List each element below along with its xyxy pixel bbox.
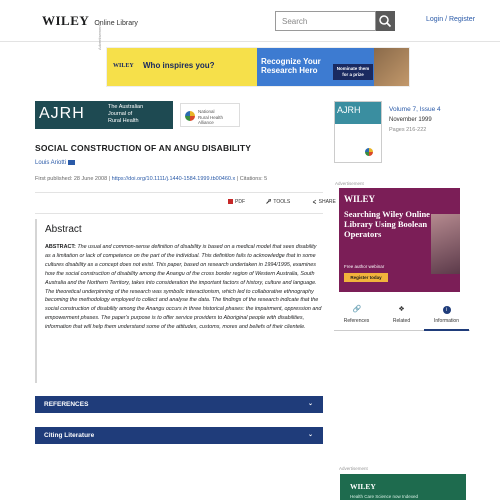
references-label: REFERENCES xyxy=(44,401,89,408)
share-icon xyxy=(312,199,317,204)
divider xyxy=(35,213,323,214)
info-tabs xyxy=(334,303,470,331)
author-name: Louis Ariotti xyxy=(35,160,67,167)
abstract-label: ABSTRACT: xyxy=(45,244,76,250)
pdf-icon xyxy=(228,199,233,204)
ad-brand: WILEY xyxy=(113,63,134,69)
issue-volume-link[interactable]: Volume 7, Issue 4 xyxy=(389,106,441,113)
tab-references[interactable] xyxy=(334,303,379,331)
tab-information[interactable] xyxy=(424,303,469,331)
ad-subline: Health Care Science now Indexed xyxy=(350,494,419,499)
link-icon: 🔗 xyxy=(352,306,362,313)
wrench-icon xyxy=(266,199,271,204)
journal-abbr: AJRH xyxy=(39,105,85,122)
journal-name xyxy=(108,104,143,125)
ad-headline: Searching Wiley Online Library Using Boolean Operators xyxy=(344,209,430,239)
login-register-link[interactable]: Login / Register xyxy=(426,16,476,23)
cover-emblem-icon xyxy=(365,148,373,156)
journal-name-line: Rural Health xyxy=(108,118,139,124)
tab-label: Related xyxy=(392,318,411,324)
journal-name-line: Journal of xyxy=(108,111,133,117)
partner-name-line: National xyxy=(198,109,215,114)
chevron-down-icon: ⌄ xyxy=(307,432,313,438)
article-meta xyxy=(35,176,267,182)
meta-separator: | xyxy=(108,176,112,182)
abstract-section xyxy=(35,219,323,383)
top-banner-ad[interactable] xyxy=(106,47,410,87)
ad-brand: WILEY xyxy=(350,482,376,491)
ad-webinar-text: Free author webinar xyxy=(344,264,385,269)
author-link[interactable] xyxy=(35,160,75,166)
pdf-label: PDF xyxy=(235,199,245,205)
ad-label: Advertisement xyxy=(335,181,364,186)
pdf-button[interactable] xyxy=(228,199,255,205)
ad-label: Advertisement xyxy=(339,466,368,471)
search-input[interactable]: Search xyxy=(275,11,376,31)
journal-name-line: The Australian xyxy=(108,104,144,110)
ad-cta-1: Nominate them xyxy=(336,66,370,71)
cover-abbr: AJRH xyxy=(337,105,361,115)
first-published-date: 28 June 2008 xyxy=(73,176,108,182)
ad-register-button[interactable]: Register today xyxy=(344,273,388,282)
tools-label: TOOLS xyxy=(273,199,291,205)
article-tools xyxy=(228,199,356,205)
side-webinar-ad[interactable] xyxy=(339,188,460,292)
tools-button[interactable] xyxy=(266,199,300,205)
issue-cover-image[interactable] xyxy=(334,101,382,163)
network-icon: ❖ xyxy=(398,306,405,313)
abstract-body: The usual and common-sense definition of disability is based on a medical model that sees disability as a limitation or lack of competence on the part of the individual. This definition fails to acknowledge that in some cultures disability as a concept does not exist. This paper, based on research undertaken in 1994/1995, examines how the social construction of disability among the Anangu of the cross border region of Western Australia, South Australia and the Northern Territory, takes into consideration the important factors of history, culture and language. The theoretical underpinning of the research was symbolic interactionism, which led to collaborative ethnography becoming the methodology employed to collect and analyse the data. The findings of the research indicate that the social construction of disability among the Anangu occurs in three historical phases: the impairment, oppression and empowerment phases. The paper's purpose is to offer service providers to Aboriginal people with disabilities, information that will help them understand some of the attitudes, customs, mores and beliefs of their clientele. xyxy=(45,244,322,331)
partner-emblem-icon xyxy=(185,111,195,121)
meta-separator: | xyxy=(236,176,240,182)
email-icon[interactable] xyxy=(68,160,75,165)
divider xyxy=(35,192,323,193)
partner-name-line: Alliance xyxy=(198,120,214,125)
tab-label: Information xyxy=(433,318,459,324)
citing-literature-label: Citing Literature xyxy=(44,432,95,439)
partner-name-line: Rural Health xyxy=(198,114,224,120)
logo-product: Online Library xyxy=(94,20,138,27)
article-title: SOCIAL CONSTRUCTION OF AN ANGU DISABILITY xyxy=(35,143,252,153)
ad-nominate-button[interactable] xyxy=(333,64,373,80)
issue-month: November 1999 xyxy=(389,117,432,123)
site-header xyxy=(0,0,500,42)
ad-subline-1: Recognize Your xyxy=(261,57,321,66)
bottom-ad[interactable] xyxy=(340,474,466,500)
search-icon xyxy=(376,11,395,31)
issue-pages: Pages 216-222 xyxy=(389,127,427,133)
share-label: SHARE xyxy=(318,199,336,205)
tab-label: References xyxy=(343,318,370,324)
partner-name xyxy=(198,109,223,126)
ad-headline: Who inspires you? xyxy=(143,61,215,70)
citations-count[interactable]: Citations: 5 xyxy=(239,176,268,182)
ad-subline xyxy=(261,57,321,75)
ad-cta-2: for a prize xyxy=(342,72,364,77)
ad-subline-2: Research Hero xyxy=(261,66,318,75)
ad-label: Advertisement xyxy=(97,24,102,50)
logo-brand: WILEY xyxy=(42,13,90,28)
tab-related[interactable] xyxy=(379,303,424,331)
references-accordion[interactable] xyxy=(35,396,323,413)
abstract-text xyxy=(45,243,323,332)
ad-photo xyxy=(431,214,460,274)
journal-banner[interactable] xyxy=(35,101,173,129)
chevron-down-icon: ⌄ xyxy=(307,401,313,407)
info-icon: i xyxy=(443,306,451,314)
partner-logo[interactable] xyxy=(180,103,240,127)
search-button[interactable] xyxy=(376,11,395,31)
ad-photo xyxy=(374,48,410,86)
wiley-logo[interactable] xyxy=(42,13,138,29)
ad-brand: WILEY xyxy=(344,194,376,204)
citing-literature-accordion[interactable] xyxy=(35,427,323,444)
abstract-heading: Abstract xyxy=(45,224,82,235)
first-published-label: First published: xyxy=(35,176,74,182)
doi-link[interactable]: https://doi.org/10.1111/j.1440-1584.1999.tb00460.x xyxy=(111,176,236,182)
